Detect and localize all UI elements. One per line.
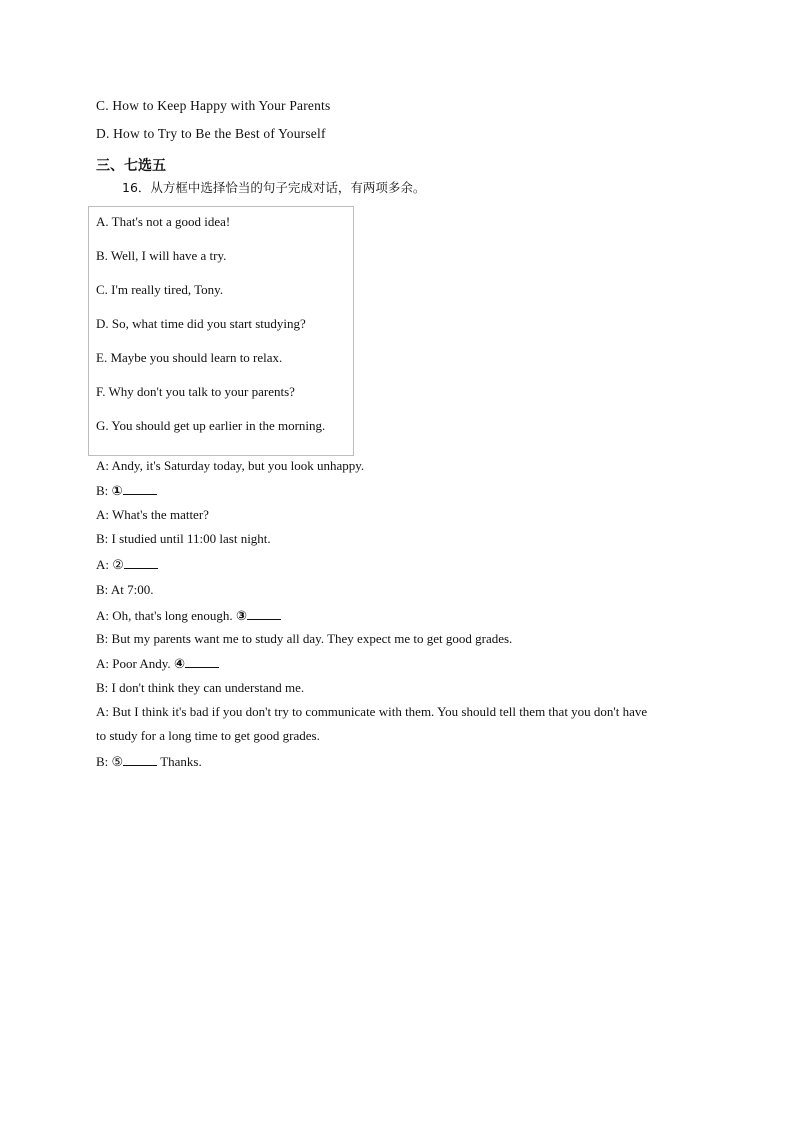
previous-option-d: D. How to Try to Be the Best of Yourself [96,126,326,141]
dialogue-line [96,507,209,523]
answer-blank-4[interactable] [185,655,219,668]
question-instruction: 16．从方框中选择恰当的句子完成对话，有两项多余。 [122,180,426,195]
option-box [88,206,354,456]
dialogue-line [96,631,512,647]
dialogue-text: What's the matter? [112,507,209,522]
speaker-label: B: [96,680,109,695]
speaker-label: A: [96,557,109,572]
dialogue-line [96,655,219,673]
dialogue-text: At 7:00. [110,582,154,597]
dialogue-line [96,556,158,573]
option-c: C. I'm really tired, Tony. [96,282,224,297]
speaker-label: A: [96,507,109,522]
speaker-label: A: [96,608,109,623]
answer-blank-3[interactable] [247,607,281,620]
speaker-label: A: [96,704,109,719]
blank-marker-3: ③ [235,609,247,624]
dialogue-line [96,458,364,474]
blank-marker-1: ① [111,484,123,499]
blank-marker-5: ⑤ [111,754,124,769]
speaker-label: A: [96,458,109,473]
dialogue-line [96,607,281,625]
answer-blank-1[interactable] [123,482,157,495]
answer-blank-5[interactable] [123,753,157,766]
dialogue-text: Poor Andy. [112,656,171,671]
dialogue-line [96,704,647,720]
blank-marker-4: ④ [173,657,185,672]
blank-marker-2: ② [112,557,124,572]
dialogue-text: to study for a long time to get good grades. [96,728,320,743]
dialogue-line-continuation [96,728,320,744]
option-d: D. So, what time did you start studying? [96,316,306,331]
dialogue-line [96,482,157,500]
dialogue-text: Andy, it's Saturday today, but you look unhappy. [111,458,365,473]
answer-blank-2[interactable] [124,556,158,569]
speaker-label: B: [96,483,109,498]
option-e: E. Maybe you should learn to relax. [96,350,283,365]
option-b: B. Well, I will have a try. [96,248,227,263]
speaker-label: B: [96,754,109,769]
speaker-label: A: [96,656,109,671]
option-g: G. You should get up earlier in the morning. [96,418,326,433]
dialogue-line [96,531,271,547]
speaker-label: B: [96,631,109,646]
dialogue-text: Oh, that's long enough. [112,608,233,623]
option-f: F. Why don't you talk to your parents? [96,384,295,399]
section-heading: 三、七选五 [96,158,166,174]
dialogue-text: Thanks. [160,754,202,769]
dialogue-line [96,753,202,770]
dialogue-text: But my parents want me to study all day. They expect me to get good grades. [111,631,513,646]
dialogue-line [96,582,153,598]
dialogue-line [96,680,304,696]
previous-option-c: C. How to Keep Happy with Your Parents [96,98,331,113]
option-a: A. That's not a good idea! [96,214,231,229]
speaker-label: B: [96,582,109,597]
dialogue-text: I studied until 11:00 last night. [111,531,271,546]
speaker-label: B: [96,531,109,546]
dialogue-text: I don't think they can understand me. [111,680,305,695]
dialogue-text: But I think it's bad if you don't try to communicate with them. You should tell them that you don't have [112,704,648,719]
